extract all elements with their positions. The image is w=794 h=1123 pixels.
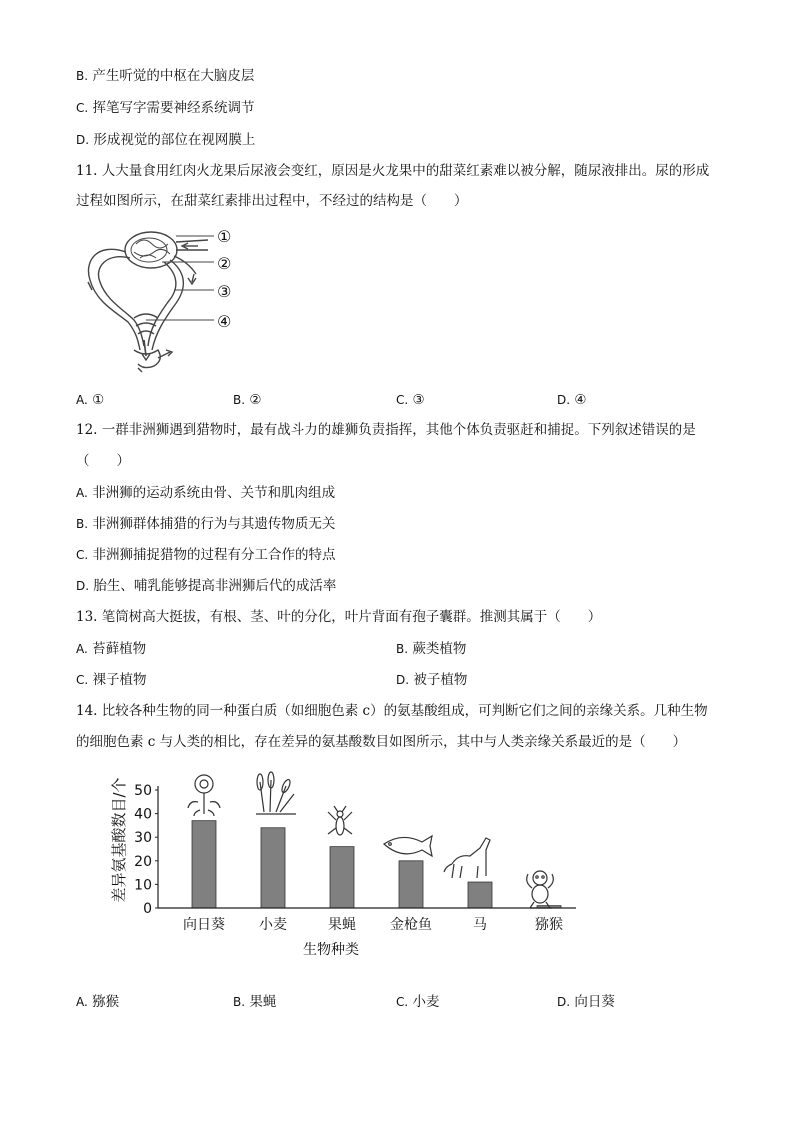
bar-3	[399, 861, 423, 908]
q13-option-c: C. 裸子植物	[76, 672, 147, 688]
x-tick-label: 马	[473, 917, 487, 933]
bar-0	[192, 821, 216, 908]
q14-option-c: C. 小麦	[396, 994, 440, 1010]
x-tick-label: 猕猴	[535, 917, 563, 933]
x-tick-label: 金枪鱼	[390, 917, 432, 933]
option-text: 形成视觉的部位在视网膜上	[93, 132, 256, 148]
fruit-fly-icon	[328, 806, 352, 835]
q12-option-a: A. 非洲狮的运动系统由骨、关节和肌肉组成	[76, 485, 336, 501]
q13-stem: 13. 笔筒树高大挺拔，有根、茎、叶的分化，叶片背面有孢子囊群。推测其属于（ ）	[76, 609, 602, 625]
macaque-icon	[527, 871, 554, 908]
option-text: 产生听觉的中枢在大脑皮层	[92, 68, 255, 84]
y-tick-label: 40	[134, 806, 152, 823]
x-tick-label: 果蝇	[328, 917, 356, 933]
q13-option-b: B. 蕨类植物	[396, 641, 467, 657]
x-axis-category-labels	[183, 916, 563, 933]
q14-stem-line1: 14. 比较各种生物的同一种蛋白质（如细胞色素 c）的氨基酸组成，可判断它们之间的亲缘关系。几种生物	[76, 703, 708, 719]
q12-stem-line2: （ ）	[76, 453, 130, 469]
q11-option-a: A. ①	[76, 392, 105, 408]
q14-option-b: B. 果蝇	[233, 994, 277, 1010]
horse-icon	[444, 838, 490, 878]
q12-option-d: D. 胎生、哺乳能够提高非洲狮后代的成活率	[76, 578, 337, 594]
bar-4	[468, 882, 492, 908]
q14-option-a: A. 猕猴	[76, 994, 120, 1010]
y-tick-label: 10	[134, 877, 152, 894]
y-tick-label: 50	[134, 783, 152, 799]
x-axis-label: 生物种类	[303, 942, 359, 958]
q14-stem-line2: 的细胞色素 c 与人类的相比，存在差异的氨基酸数目如图所示，其中与人类亲缘关系最近的是（ ）	[76, 734, 687, 750]
bar-1	[261, 828, 285, 908]
y-tick-label: 0	[143, 901, 152, 917]
q10-option-d	[76, 130, 255, 150]
organism-icons	[188, 772, 553, 908]
option-letter: B.	[76, 69, 89, 83]
figure-label-4: ④	[217, 312, 232, 331]
q13-option-d: D. 被子植物	[396, 672, 468, 688]
q11-stem-line2: 过程如图所示，在甜菜红素排出过程中，不经过的结构是（ ）	[76, 193, 468, 209]
option-letter: D.	[76, 133, 90, 147]
figure-label-1: ①	[217, 227, 232, 246]
y-tick-label: 20	[134, 853, 152, 870]
x-tick-label: 小麦	[259, 917, 287, 933]
q11-option-d: D. ④	[557, 392, 587, 408]
q10-option-c	[76, 98, 255, 118]
q10-option-b	[76, 66, 254, 86]
amino-acid-bar-chart	[100, 768, 590, 968]
figure-label-2: ②	[217, 254, 232, 273]
bar-2	[330, 847, 354, 908]
figure-label-3: ③	[217, 282, 232, 301]
bars	[192, 821, 561, 908]
tuna-icon	[384, 836, 432, 856]
q11-stem-line1: 11. 人大量食用红肉火龙果后尿液会变红，原因是火龙果中的甜菜红素难以被分解，随尿液排出。尿的形成	[76, 163, 710, 179]
option-letter: C.	[76, 101, 89, 115]
wheat-icon	[256, 772, 296, 814]
option-text: 挥笔写字需要神经系统调节	[92, 100, 255, 116]
q11-option-c: C. ③	[396, 392, 425, 408]
sunflower-icon	[188, 775, 220, 816]
y-tick-label: 30	[134, 830, 152, 847]
x-tick-label: 向日葵	[183, 917, 225, 933]
y-axis-ticks	[134, 783, 158, 917]
y-axis-label: 差异氨基酸数目/个	[110, 777, 128, 903]
q12-option-b: B. 非洲狮群体捕猎的行为与其遗传物质无关	[76, 516, 336, 532]
nephron-figure	[76, 222, 246, 376]
q12-option-c: C. 非洲狮捕捉猎物的过程有分工合作的特点	[76, 547, 336, 563]
q12-stem-line1: 12. 一群非洲狮遇到猎物时，最有战斗力的雄狮负责指挥，其他个体负责驱赶和捕捉。下列叙述错误的是	[76, 422, 696, 438]
q14-option-d: D. 向日葵	[557, 994, 615, 1010]
q11-option-b: B. ②	[233, 392, 262, 408]
q13-option-a: A. 苔藓植物	[76, 641, 147, 657]
